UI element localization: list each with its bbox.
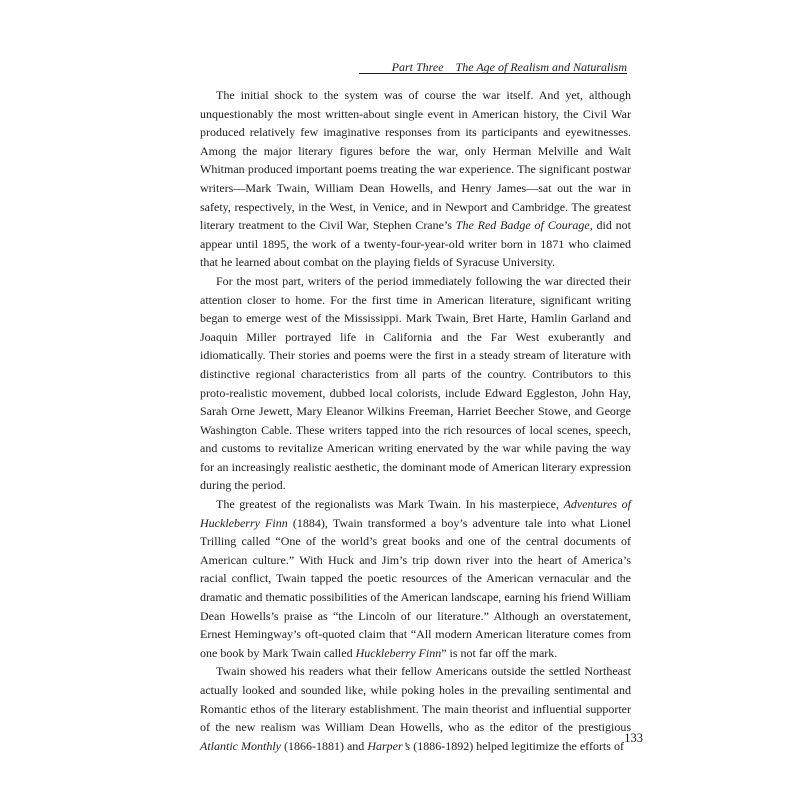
text-run: The initial shock to the system was of course the war itself. And yet, although unquestionably the most written-about single event in American history, the Civil War produced relatively few imaginative responses from its participants and eyewitnesses. Among the major literary figures before the war, only Herman Melville and Walt Whitman produced important poems treating the war experience. The significant postwar writers—Mark Twain, William Dean Howells, and Henry James—sat out the war in safety, respectively, in the West, in Venice, and in Newport and Cambridge. The greatest literary treatment to the Civil War, Stephen Crane’s (200, 88, 631, 233)
text-run: (1886-1892) helped legitimize the efforts of (410, 738, 624, 753)
magazine-title-atlantic: Atlantic Monthly (200, 738, 281, 753)
paragraph-civil-war (200, 86, 631, 272)
running-head-part: Part Three (391, 60, 444, 74)
paragraph-regionalism (200, 272, 631, 495)
book-title-huck-finn: Adventures of Huckleberry Finn (200, 497, 631, 530)
text-run: The greatest of the regionalists was Mark Twain. In his masterpiece, (216, 497, 564, 512)
page-number: 133 (624, 731, 643, 745)
text-run: , did not appear until 1895, the work of a twenty-four-year-old writer born in 1871 who claimed that he learned about combat on the playing fields of Syracuse University. (200, 218, 632, 270)
running-head-title: The Age of Realism and Naturalism (455, 60, 627, 74)
header-rule (359, 73, 627, 74)
text-run: Twain showed his readers what their fellow Americans outside the settled Northeast actually looked and sounded like, while poking holes in the prevailing sentimental and Romantic ethos of the literary establishment. The main theorist and influential supporter of the new realism was William Dean Howells, who as the editor of the prestigious (200, 664, 631, 735)
paragraph-howells (200, 662, 631, 755)
text-run: (1884), Twain transformed a boy’s adventure tale into what Lionel Trilling called “One of the world’s great books and one of the central documents of American culture.” With Huck and Jim’s trip down river into the heart of America’s racial conflict, Twain tapped the poetic resources of the American vernacular and the dramatic and thematic possibilities of the American landscape, earning his friend William Dean Howells’s praise as “the Lincoln of our literature.” Although an overstatement, Ernest Hemingway’s oft-quoted claim that “All modern American literature comes from one book by Mark Twain called (200, 515, 631, 660)
text-run: For the most part, writers of the period immediately following the war directed their attention closer to home. For the first time in American literature, significant writing began to emerge west of the Mississippi. Mark Twain, Bret Harte, Hamlin Garland and Joaquin Miller portrayed life in California and the Far West exuberantly and idiomatically. Their stories and poems were the first in a steady stream of literature with distinctive regional characteristics from all parts of the country. Contributors to this proto-realistic movement, dubbed local colorists, include Edward Eggleston, John Hay, Sarah Orne Jewett, Mary Eleanor Wilkins Freeman, Harriet Beecher Stowe, and George Washington Cable. These writers tapped into the rich resources of local scenes, speech, and customs to revitalize American writing enervated by the war while paving the way for an increasingly realistic aesthetic, the dominant mode of American literary expression during the period. (200, 273, 631, 493)
book-title-huck-finn-short: Huckleberry Finn (355, 645, 442, 660)
magazine-title-harpers: Harper’s (367, 738, 411, 753)
book-title-red-badge: The Red Badge of Courage (455, 218, 590, 233)
body-text (200, 86, 631, 755)
text-run: ” is not far off the mark. (441, 645, 558, 660)
paragraph-mark-twain (200, 495, 631, 662)
text-run: (1866-1881) and (280, 738, 368, 753)
